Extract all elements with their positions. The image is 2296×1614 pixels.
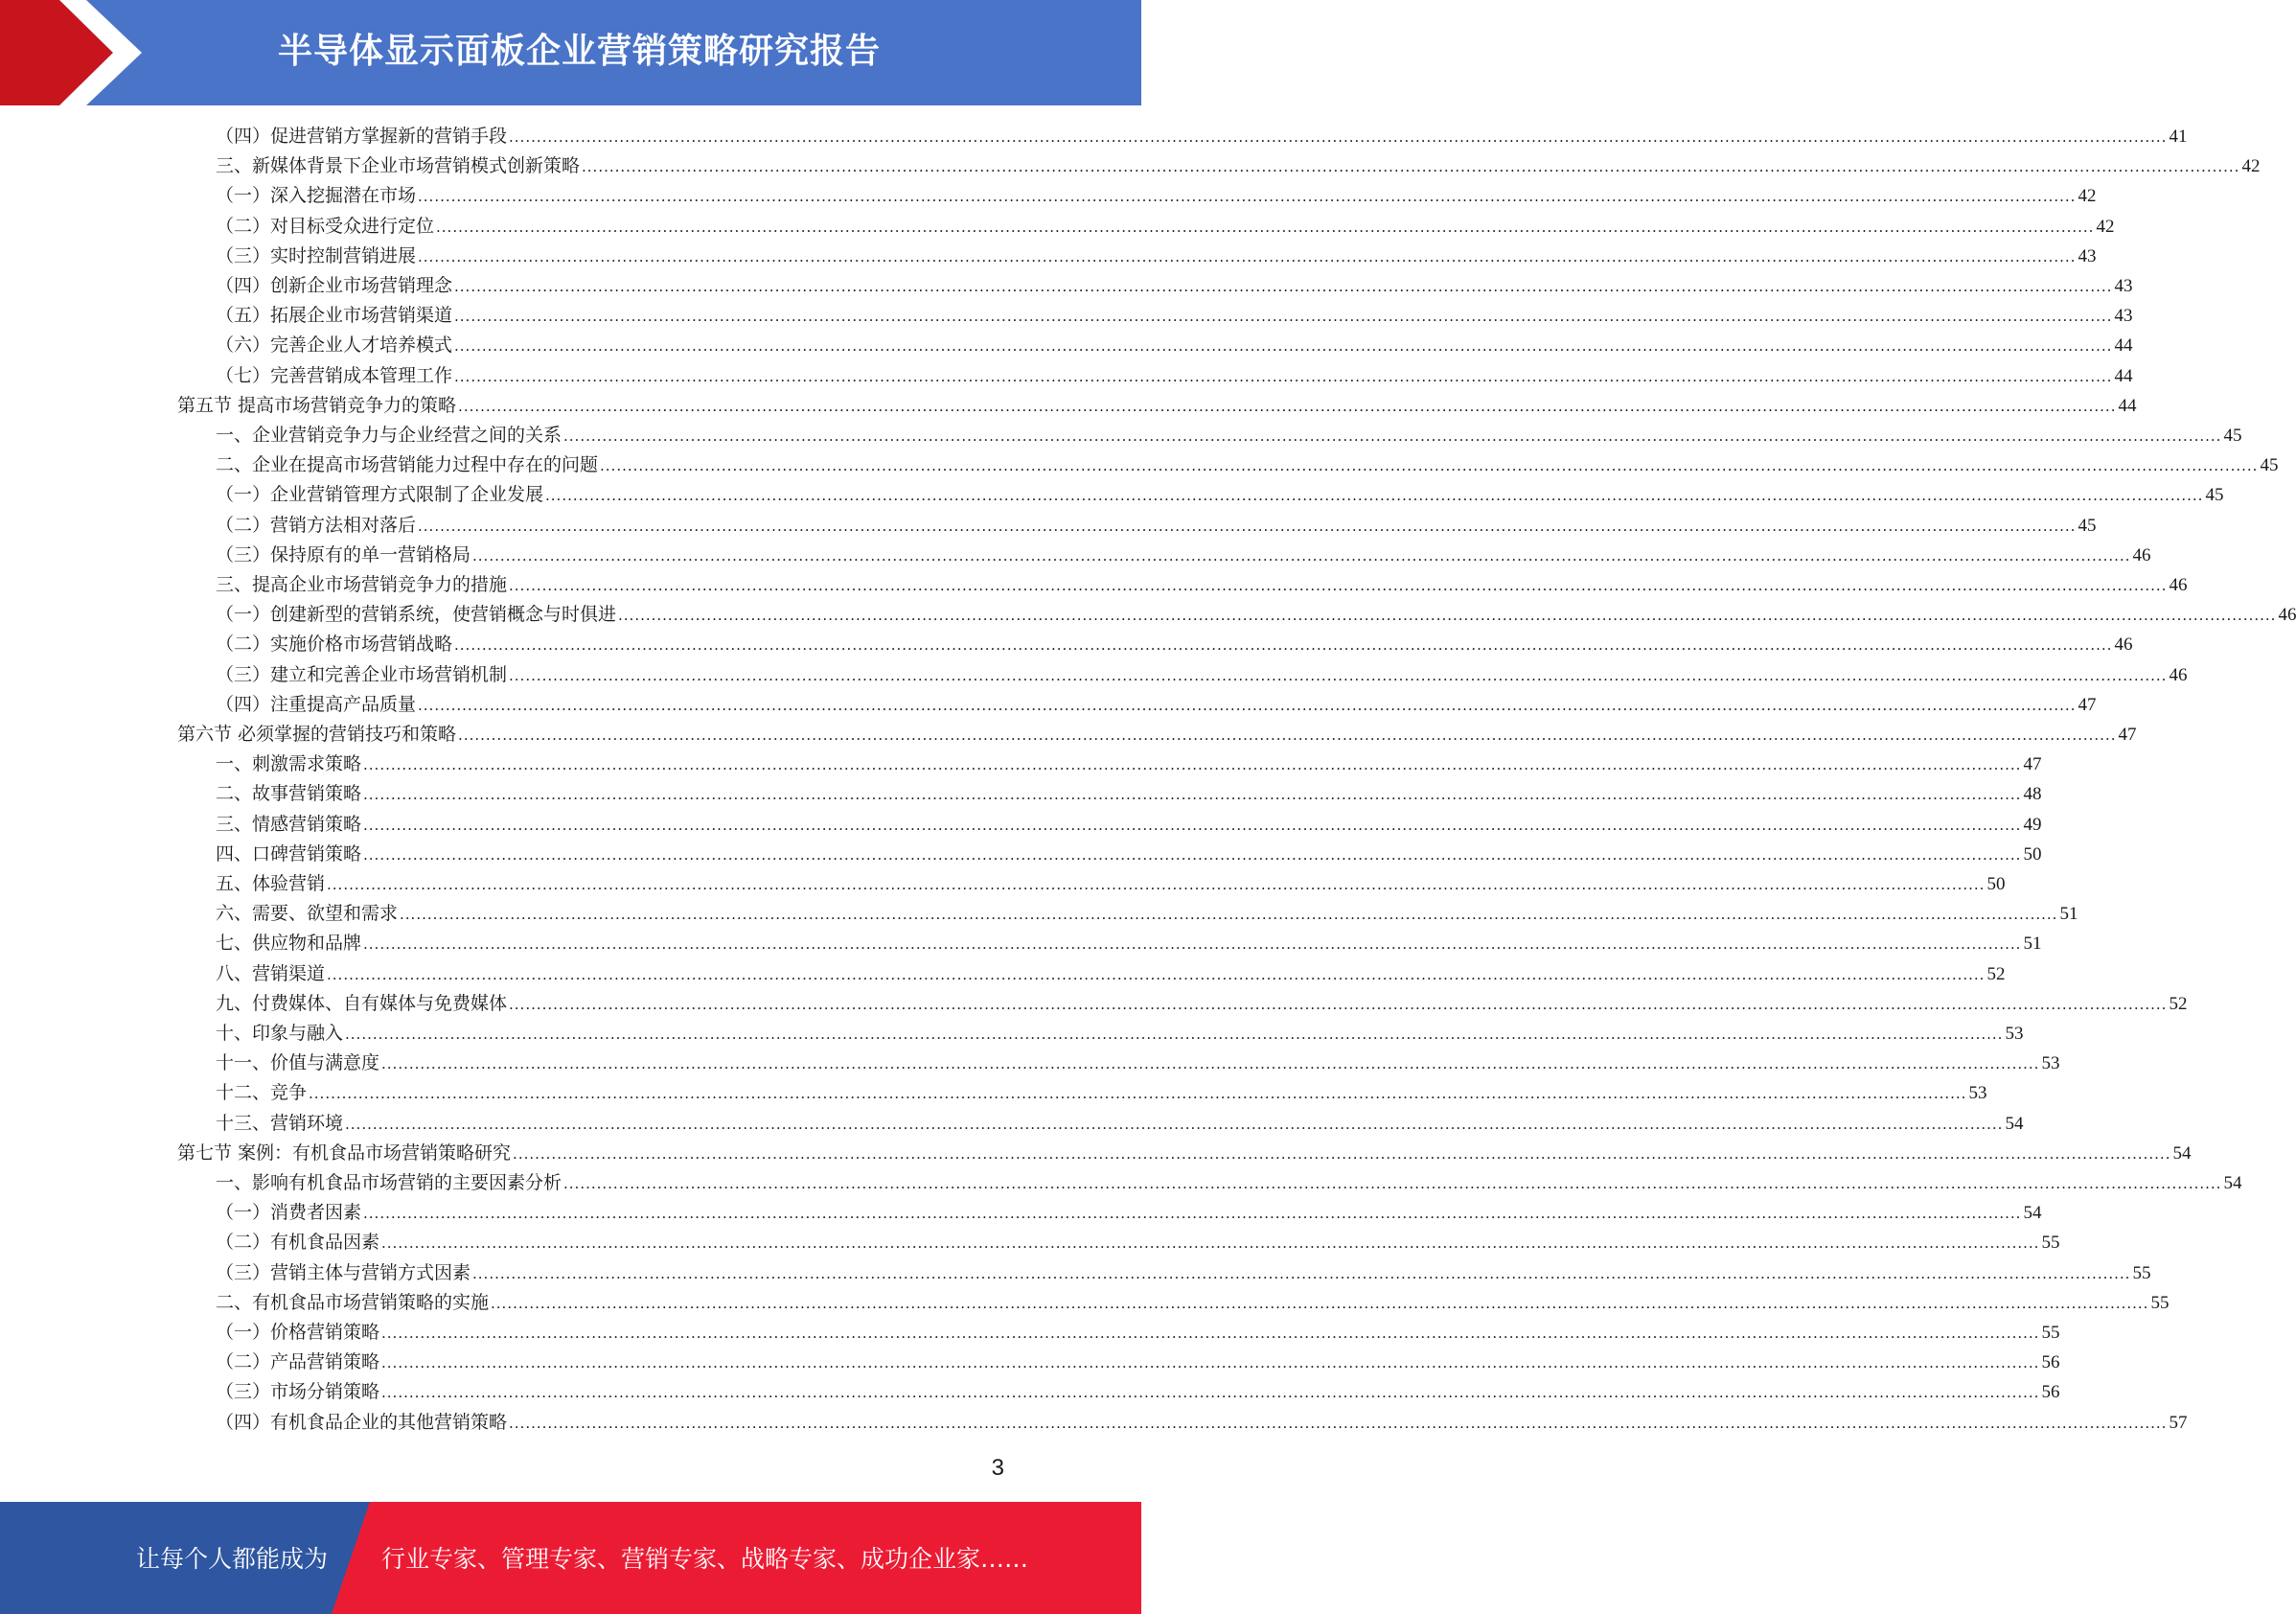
toc-entry-page: 44 [2114, 365, 2133, 386]
toc-dot-leader: ............................................................................................................................................................................................................................................................................................................ [381, 1384, 2040, 1402]
toc-dot-leader: ............................................................................................................................................................................................................................................................................................................ [454, 367, 2113, 385]
toc-entry-page: 55 [2150, 1292, 2170, 1313]
toc-dot-leader: ............................................................................................................................................................................................................................................................................................................ [458, 726, 2117, 744]
toc-entry-label: 第五节 提高市场营销竞争力的策略 [177, 394, 457, 416]
toc-dot-leader: ............................................................................................................................................................................................................................................................................................................ [418, 517, 2077, 535]
toc-entry-page: 41 [2169, 127, 2188, 147]
toc-entry-label: 四、口碑营销策略 [216, 842, 362, 865]
toc-entry[interactable] [216, 541, 2151, 570]
toc-dot-leader: ............................................................................................................................................................................................................................................................................................................ [509, 1414, 2168, 1432]
toc-entry[interactable] [216, 1168, 2242, 1198]
toc-entry-page: 52 [1986, 963, 2006, 984]
toc-dot-leader: ............................................................................................................................................................................................................................................................................................................ [363, 935, 2022, 954]
toc-entry[interactable] [216, 1318, 2060, 1348]
toc-entry-label: （六）完善企业人才培养模式 [216, 334, 453, 357]
toc-entry-label: （一）消费者因素 [216, 1202, 362, 1224]
toc-entry-page: 47 [2078, 694, 2097, 715]
toc-dot-leader: ............................................................................................................................................................................................................................................................................................................ [363, 786, 2022, 804]
toc-entry-page: 46 [2114, 634, 2133, 656]
toc-entry-page: 56 [2041, 1382, 2060, 1403]
toc-entry-page: 53 [2005, 1024, 2024, 1044]
toc-dot-leader: ............................................................................................................................................................................................................................................................................................................ [600, 457, 2259, 475]
toc-entry-label: 九、付费媒体、自有媒体与免费媒体 [216, 992, 508, 1014]
report-title: 半导体显示面板企业营销策略研究报告 [278, 32, 882, 71]
toc-dot-leader: ............................................................................................................................................................................................................................................................................................................ [418, 247, 2077, 265]
toc-entry-page: 46 [2132, 544, 2151, 565]
toc-entry-label: 六、需要、欲望和需求 [216, 903, 399, 925]
toc-entry-page: 46 [2169, 575, 2188, 595]
toc-entry-page: 54 [2172, 1142, 2192, 1164]
toc-entry-label: （一）价格营销策略 [216, 1322, 380, 1343]
toc-dot-leader: ............................................................................................................................................................................................................................................................................................................ [418, 188, 2077, 206]
toc-entry-page: 42 [2096, 216, 2115, 237]
toc-dot-leader: ............................................................................................................................................................................................................................................................................................................ [563, 1175, 2222, 1192]
toc-dot-leader: ............................................................................................................................................................................................................................................................................................................ [545, 487, 2204, 505]
toc-entry-page: 47 [2118, 725, 2137, 745]
toc-dot-leader: ............................................................................................................................................................................................................................................................................................................ [454, 636, 2113, 655]
toc-entry-page: 46 [2169, 664, 2188, 685]
toc-entry-label: （三）建立和完善企业市场营销机制 [216, 663, 508, 685]
toc-entry-label: （一）深入挖掘潜在市场 [216, 185, 417, 207]
toc-entry-page: 50 [2023, 843, 2042, 865]
toc-entry[interactable] [216, 1198, 2042, 1228]
toc-dot-leader: ............................................................................................................................................................................................................................................................................................................ [509, 577, 2168, 594]
toc-dot-leader: ............................................................................................................................................................................................................................................................................................................ [454, 337, 2113, 356]
toc-dot-leader: ............................................................................................................................................................................................................................................................................................................ [309, 1085, 1967, 1103]
toc-entry[interactable] [216, 480, 2224, 510]
toc-entry-page: 53 [1968, 1083, 1987, 1104]
toc-entry-label: （三）实时控制营销进展 [216, 244, 417, 266]
toc-entry-page: 47 [2023, 754, 2042, 775]
toc-dot-leader: ............................................................................................................................................................................................................................................................................................................ [363, 756, 2022, 774]
toc-entry[interactable] [216, 122, 2188, 151]
toc-entry-label: 七、供应物和品牌 [216, 933, 362, 955]
toc-entry-page: 43 [2114, 276, 2133, 296]
toc-dot-leader: ............................................................................................................................................................................................................................................................................................................ [458, 397, 2117, 415]
toc-entry[interactable] [216, 749, 2042, 779]
toc-entry-page: 50 [1986, 874, 2006, 894]
toc-entry-page: 48 [2023, 784, 2042, 805]
toc-dot-leader: ............................................................................................................................................................................................................................................................................................................ [582, 158, 2240, 176]
toc-dot-leader: ............................................................................................................................................................................................................................................................................................................ [509, 995, 2168, 1013]
toc-entry-label: 十二、竞争 [216, 1082, 308, 1104]
toc-dot-leader: ............................................................................................................................................................................................................................................................................................................ [381, 1234, 2040, 1253]
toc-entry-page: 43 [2114, 306, 2133, 327]
toc-dot-leader: ............................................................................................................................................................................................................................................................................................................ [363, 1205, 2022, 1223]
toc-entry[interactable] [216, 1408, 2188, 1438]
toc-entry-page: 55 [2041, 1233, 2060, 1254]
toc-entry[interactable] [216, 810, 2042, 840]
footer-slogan-left: 让每个人都能成为 [136, 1545, 329, 1573]
toc-entry-page: 42 [2241, 156, 2261, 177]
toc-entry[interactable] [216, 511, 2097, 541]
toc-entry-page: 45 [2205, 485, 2224, 506]
toc-entry[interactable] [216, 570, 2188, 600]
toc-dot-leader: ............................................................................................................................................................................................................................................................................................................ [454, 308, 2113, 326]
toc-entry-page: 51 [2059, 904, 2078, 925]
toc-entry[interactable] [216, 1228, 2060, 1257]
toc-entry[interactable] [216, 1258, 2151, 1288]
toc-entry-page: 54 [2005, 1113, 2024, 1134]
toc-entry-label: （三）保持原有的单一营销格局 [216, 543, 471, 565]
toc-entry-label: 十一、价值与满意度 [216, 1052, 380, 1074]
toc-entry-label: （四）促进营销方掌握新的营销手段 [216, 126, 508, 147]
toc-dot-leader: ............................................................................................................................................................................................................................................................................................................ [491, 1294, 2149, 1312]
toc-entry[interactable] [216, 959, 2006, 989]
toc-entry[interactable] [216, 660, 2188, 690]
toc-entry-page: 52 [2169, 993, 2188, 1014]
toc-entry-page: 53 [2041, 1053, 2060, 1074]
toc-entry-page: 54 [2023, 1203, 2042, 1224]
page-header [0, 0, 1141, 105]
toc-entry[interactable] [216, 181, 2097, 211]
toc-entry[interactable] [216, 421, 2242, 450]
toc-entry[interactable] [216, 1377, 2060, 1407]
toc-entry-label: 三、新媒体背景下企业市场营销模式创新策略 [216, 155, 581, 177]
toc-entry-label: （一）创建新型的营销系统，使营销概念与时俱进 [216, 604, 617, 626]
toc-entry-label: 第六节 必须掌握的营销技巧和策略 [177, 724, 457, 745]
toc-entry-page: 43 [2078, 245, 2097, 266]
toc-entry-label: （四）注重提高产品质量 [216, 693, 417, 715]
toc-dot-leader: ............................................................................................................................................................................................................................................................................................................ [509, 128, 2168, 146]
toc-entry-label: （二）对目标受众进行定位 [216, 215, 435, 237]
toc-dot-leader: ............................................................................................................................................................................................................................................................................................................ [363, 845, 2022, 864]
toc-dot-leader: ............................................................................................................................................................................................................................................................................................................ [436, 218, 2095, 236]
toc-entry-page: 44 [2114, 335, 2133, 357]
toc-entry[interactable] [216, 212, 2115, 242]
toc-dot-leader: ............................................................................................................................................................................................................................................................................................................ [618, 607, 2277, 625]
footer-slogan-right: 行业专家、管理专家、营销专家、战略专家、成功企业家…… [381, 1545, 1029, 1573]
toc-entry-label: 第七节 案例：有机食品市场营销策略研究 [177, 1141, 512, 1164]
page-number: 3 [991, 1455, 1004, 1481]
toc-entry-label: 十、印象与融入 [216, 1023, 344, 1044]
toc-entry[interactable] [216, 869, 2006, 899]
toc-entry[interactable] [216, 1348, 2060, 1377]
toc-dot-leader: ............................................................................................................................................................................................................................................................................................................ [509, 666, 2168, 684]
toc-entry-label: （七）完善营销成本管理工作 [216, 364, 453, 386]
toc-entry[interactable] [216, 690, 2097, 720]
toc-entry[interactable] [216, 331, 2133, 360]
toc-entry[interactable] [177, 1139, 2192, 1168]
toc-entry-page: 45 [2260, 455, 2279, 476]
toc-entry-label: 一、影响有机食品市场营销的主要因素分析 [216, 1172, 563, 1193]
toc-entry-page: 49 [2023, 814, 2042, 835]
toc-entry-label: （四）有机食品企业的其他营销策略 [216, 1411, 508, 1433]
toc-entry-page: 45 [2078, 515, 2097, 536]
toc-entry-label: （二）实施价格市场营销战略 [216, 634, 453, 656]
toc-entry-page: 45 [2223, 426, 2242, 446]
toc-dot-leader: ............................................................................................................................................................................................................................................................................................................ [345, 1026, 2004, 1043]
toc-entry[interactable] [216, 840, 2042, 869]
toc-entry-label: （四）创新企业市场营销理念 [216, 275, 453, 296]
toc-dot-leader: ............................................................................................................................................................................................................................................................................................................ [400, 906, 2058, 924]
toc-entry-page: 51 [2023, 934, 2042, 955]
toc-entry-label: 二、有机食品市场营销策略的实施 [216, 1291, 490, 1313]
toc-entry-page: 42 [2078, 186, 2097, 207]
toc-dot-leader: ............................................................................................................................................................................................................................................................................................................ [563, 427, 2222, 445]
toc-entry-label: （三）市场分销策略 [216, 1381, 380, 1403]
toc-entry-label: （三）营销主体与营销方式因素 [216, 1261, 471, 1283]
toc-dot-leader: ............................................................................................................................................................................................................................................................................................................ [327, 876, 1986, 893]
toc-entry[interactable] [216, 899, 2078, 929]
toc-dot-leader: ............................................................................................................................................................................................................................................................................................................ [363, 816, 2022, 834]
toc-entry-label: 二、故事营销策略 [216, 783, 362, 805]
toc-entry-page: 55 [2041, 1323, 2060, 1343]
toc-entry-page: 46 [2278, 605, 2296, 626]
toc-entry[interactable] [216, 600, 2296, 630]
toc-entry-page: 55 [2132, 1262, 2151, 1283]
toc-entry-label: 三、提高企业市场营销竞争力的措施 [216, 574, 508, 595]
toc-entry-label: 一、刺激需求策略 [216, 753, 362, 775]
toc-entry[interactable] [216, 242, 2097, 271]
toc-entry[interactable] [216, 779, 2042, 809]
toc-entry[interactable] [216, 361, 2133, 391]
toc-entry-page: 57 [2169, 1412, 2188, 1433]
toc-entry-label: （二）产品营销策略 [216, 1351, 380, 1373]
toc-entry[interactable] [216, 301, 2133, 331]
toc-entry[interactable] [216, 271, 2133, 301]
page-footer [0, 1502, 1141, 1614]
toc-entry[interactable] [216, 1288, 2170, 1318]
toc-entry[interactable] [216, 929, 2042, 958]
toc-entry[interactable] [216, 1049, 2060, 1078]
toc-entry-label: （一）企业营销管理方式限制了企业发展 [216, 484, 544, 506]
toc-entry-label: 一、企业营销竞争力与企业经营之间的关系 [216, 425, 563, 446]
toc-entry-label: 八、营销渠道 [216, 962, 326, 984]
toc-entry-label: 三、情感营销策略 [216, 813, 362, 835]
toc-entry[interactable] [216, 1109, 2024, 1139]
toc-dot-leader: ............................................................................................................................................................................................................................................................................................................ [381, 1055, 2040, 1073]
toc-entry[interactable] [177, 720, 2137, 749]
toc-entry-label: （五）拓展企业市场营销渠道 [216, 305, 453, 327]
toc-entry[interactable] [216, 1078, 1987, 1108]
toc-dot-leader: ............................................................................................................................................................................................................................................................................................................ [472, 546, 2131, 565]
toc-entry[interactable] [177, 391, 2137, 421]
toc-entry-label: 二、企业在提高市场营销能力过程中存在的问题 [216, 454, 599, 476]
toc-dot-leader: ............................................................................................................................................................................................................................................................................................................ [327, 965, 1986, 983]
toc-entry-page: 44 [2118, 395, 2137, 416]
toc-dot-leader: ............................................................................................................................................................................................................................................................................................................ [381, 1325, 2040, 1342]
toc-entry[interactable] [216, 450, 2279, 480]
toc-entry[interactable] [216, 630, 2133, 659]
toc-entry[interactable] [216, 151, 2261, 181]
toc-entry[interactable] [216, 1019, 2024, 1049]
toc-dot-leader: ............................................................................................................................................................................................................................................................................................................ [345, 1115, 2004, 1133]
toc-dot-leader: ............................................................................................................................................................................................................................................................................................................ [513, 1144, 2171, 1163]
toc-entry-label: 十三、营销环境 [216, 1112, 344, 1134]
toc-dot-leader: ............................................................................................................................................................................................................................................................................................................ [454, 278, 2113, 295]
toc-entry[interactable] [216, 989, 2188, 1019]
toc-dot-leader: ............................................................................................................................................................................................................................................................................................................ [472, 1264, 2131, 1282]
toc-dot-leader: ............................................................................................................................................................................................................................................................................................................ [381, 1354, 2040, 1372]
toc-entry-label: （二）营销方法相对落后 [216, 514, 417, 536]
toc-entry-page: 56 [2041, 1352, 2060, 1373]
toc-entry-label: 五、体验营销 [216, 873, 326, 894]
toc-dot-leader: ............................................................................................................................................................................................................................................................................................................ [418, 696, 2077, 714]
toc-entry-label: （二）有机食品因素 [216, 1232, 380, 1254]
toc-entry-page: 54 [2223, 1173, 2242, 1193]
